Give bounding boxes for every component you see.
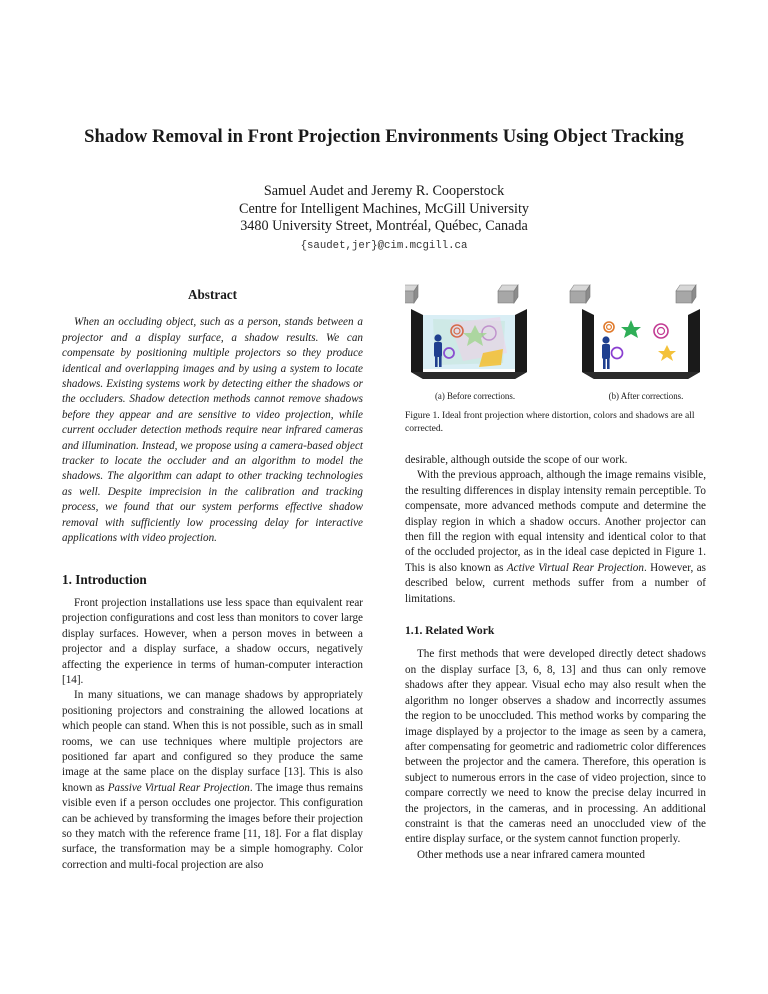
right-paragraph-1: With the previous approach, although the image remains visible, the resulting differences in display intensity remain perceptible. To compensate, more advanced methods compute and determine the display region in which a shadow occurs. Another projector can then fill the region with equal intensity and identical color to that of the occluded projector, as in the ideal case depicted in Figure 1. This is also known as Active Virtual Rear Projection. However, as described below, current methods suffer from a number of limitations. [405, 469, 706, 605]
projector-icon [676, 285, 696, 303]
related-work-paragraph-2: Other methods use a near infrared camera mounted [417, 848, 645, 861]
left-wall [411, 309, 423, 379]
right-column [405, 453, 706, 863]
floor [582, 372, 700, 379]
figure-1-caption: Figure 1. Ideal front projection where distortion, colors and shadows are all corrected. [405, 410, 695, 434]
left-wall [582, 309, 594, 379]
right-paragraph-0: desirable, although outside the scope of our work. [405, 454, 628, 466]
author-names: Samuel Audet and Jeremy R. Cooperstock [263, 183, 505, 199]
projector-icon [498, 285, 518, 303]
subcaption-b: (b) After corrections. [608, 391, 684, 401]
section-heading-related-work: 1.1. Related Work [405, 624, 495, 638]
abstract-heading: Abstract [187, 287, 238, 302]
author-email: {saudet,jer}@cim.mcgill.ca [300, 239, 468, 252]
right-wall [515, 309, 527, 379]
abstract-text: When an occluding object, such as a person, stands between a projector and a display surface, a shadow results. We can compensate by positioning multiple projectors so they produce identical and overlapping images and by using a system to locate shadows. Existing systems work by detecting either the shadows or the occluders. Shadow detection methods cannot remove shadows before they appear and are sensitive to video projection, while current occluder detection methods require near infrared cameras and illumination. Instead, we propose using a camera-based object tracker to locate the occluder and an algorithm to model the shadows. The algorithm can adapt to other tracking technologies as well. Despite imprecision in the calibration and tracking process, we found that our system performs effective shadow removal with sufficiently low processing delay for interactive applications with video projection. [62, 316, 363, 545]
section-heading-introduction: 1. Introduction [62, 571, 147, 587]
left-column [62, 287, 363, 873]
author-affiliation: Centre for Intelligent Machines, McGill University [239, 200, 529, 217]
intro-paragraph-2: In many situations, we can manage shadows by appropriately positioning projectors and constraining the allowed locations at which people can stand. When this is not possible, such as in small rooms, we can use techniques where multiple projectors are positioned far apart and configured so they produce the same image at the same place on the display surface [13]. This is also known as Passive Virtual Rear Projection. The image thus remains visible even if a person occludes one projector. This configuration can be achieved by transforming the images before their projection so they match with the reference frame [11, 18]. For a flat display surface, the transformation may be a simple homography. Color correction and multi-focal projection are also [62, 689, 363, 871]
figure-1-illustration [405, 283, 706, 388]
paper-title: Shadow Removal in Front Projection Environments Using Object Tracking [84, 126, 684, 147]
subcaption-a: (a) Before corrections. [434, 391, 516, 401]
right-wall [688, 309, 700, 379]
intro-paragraph-1: Front projection installations use less space than equivalent rear projection configurations and cost less than monitors to cover large display surfaces. However, when a person moves in between a projector and a display surface, a shadow occurs, negatively affecting the experience in terms of human-computer interaction [14]. [62, 596, 363, 686]
author-block [0, 183, 768, 255]
floor [411, 372, 527, 379]
author-address: 3480 University Street, Montréal, Québec, Canada [240, 218, 528, 234]
term-passive-virtual-rear-projection: Passive Virtual Rear Projection [107, 781, 250, 794]
projector-icon [570, 285, 590, 303]
related-work-paragraph-1: The first methods that were developed directly detect shadows on the display surface [3, 6, 8, 13] and thus can only remove shadows after they appear. Visual echo may also result when the algorithm no longer observes a shadow and incorrectly assumes the region to be unoccluded. This method works by comparing the image displayed by a projector to the image as seen by a camera, after compensating for geometric and radiometric color differences between the projector and the camera. Therefore, this operation is subject to numerous errors in the case of video projection, since to compare correctly we need to know the precise delay incurred in the projectors, in the cameras, and in processing. An additional constraint is that the cameras need an unoccluded view of the entire display surface, or the system cannot function properly. [405, 648, 706, 846]
projector-icon [405, 285, 418, 303]
term-active-virtual-rear-projection: Active Virtual Rear Projection [506, 561, 644, 574]
figure-1 [405, 283, 706, 434]
